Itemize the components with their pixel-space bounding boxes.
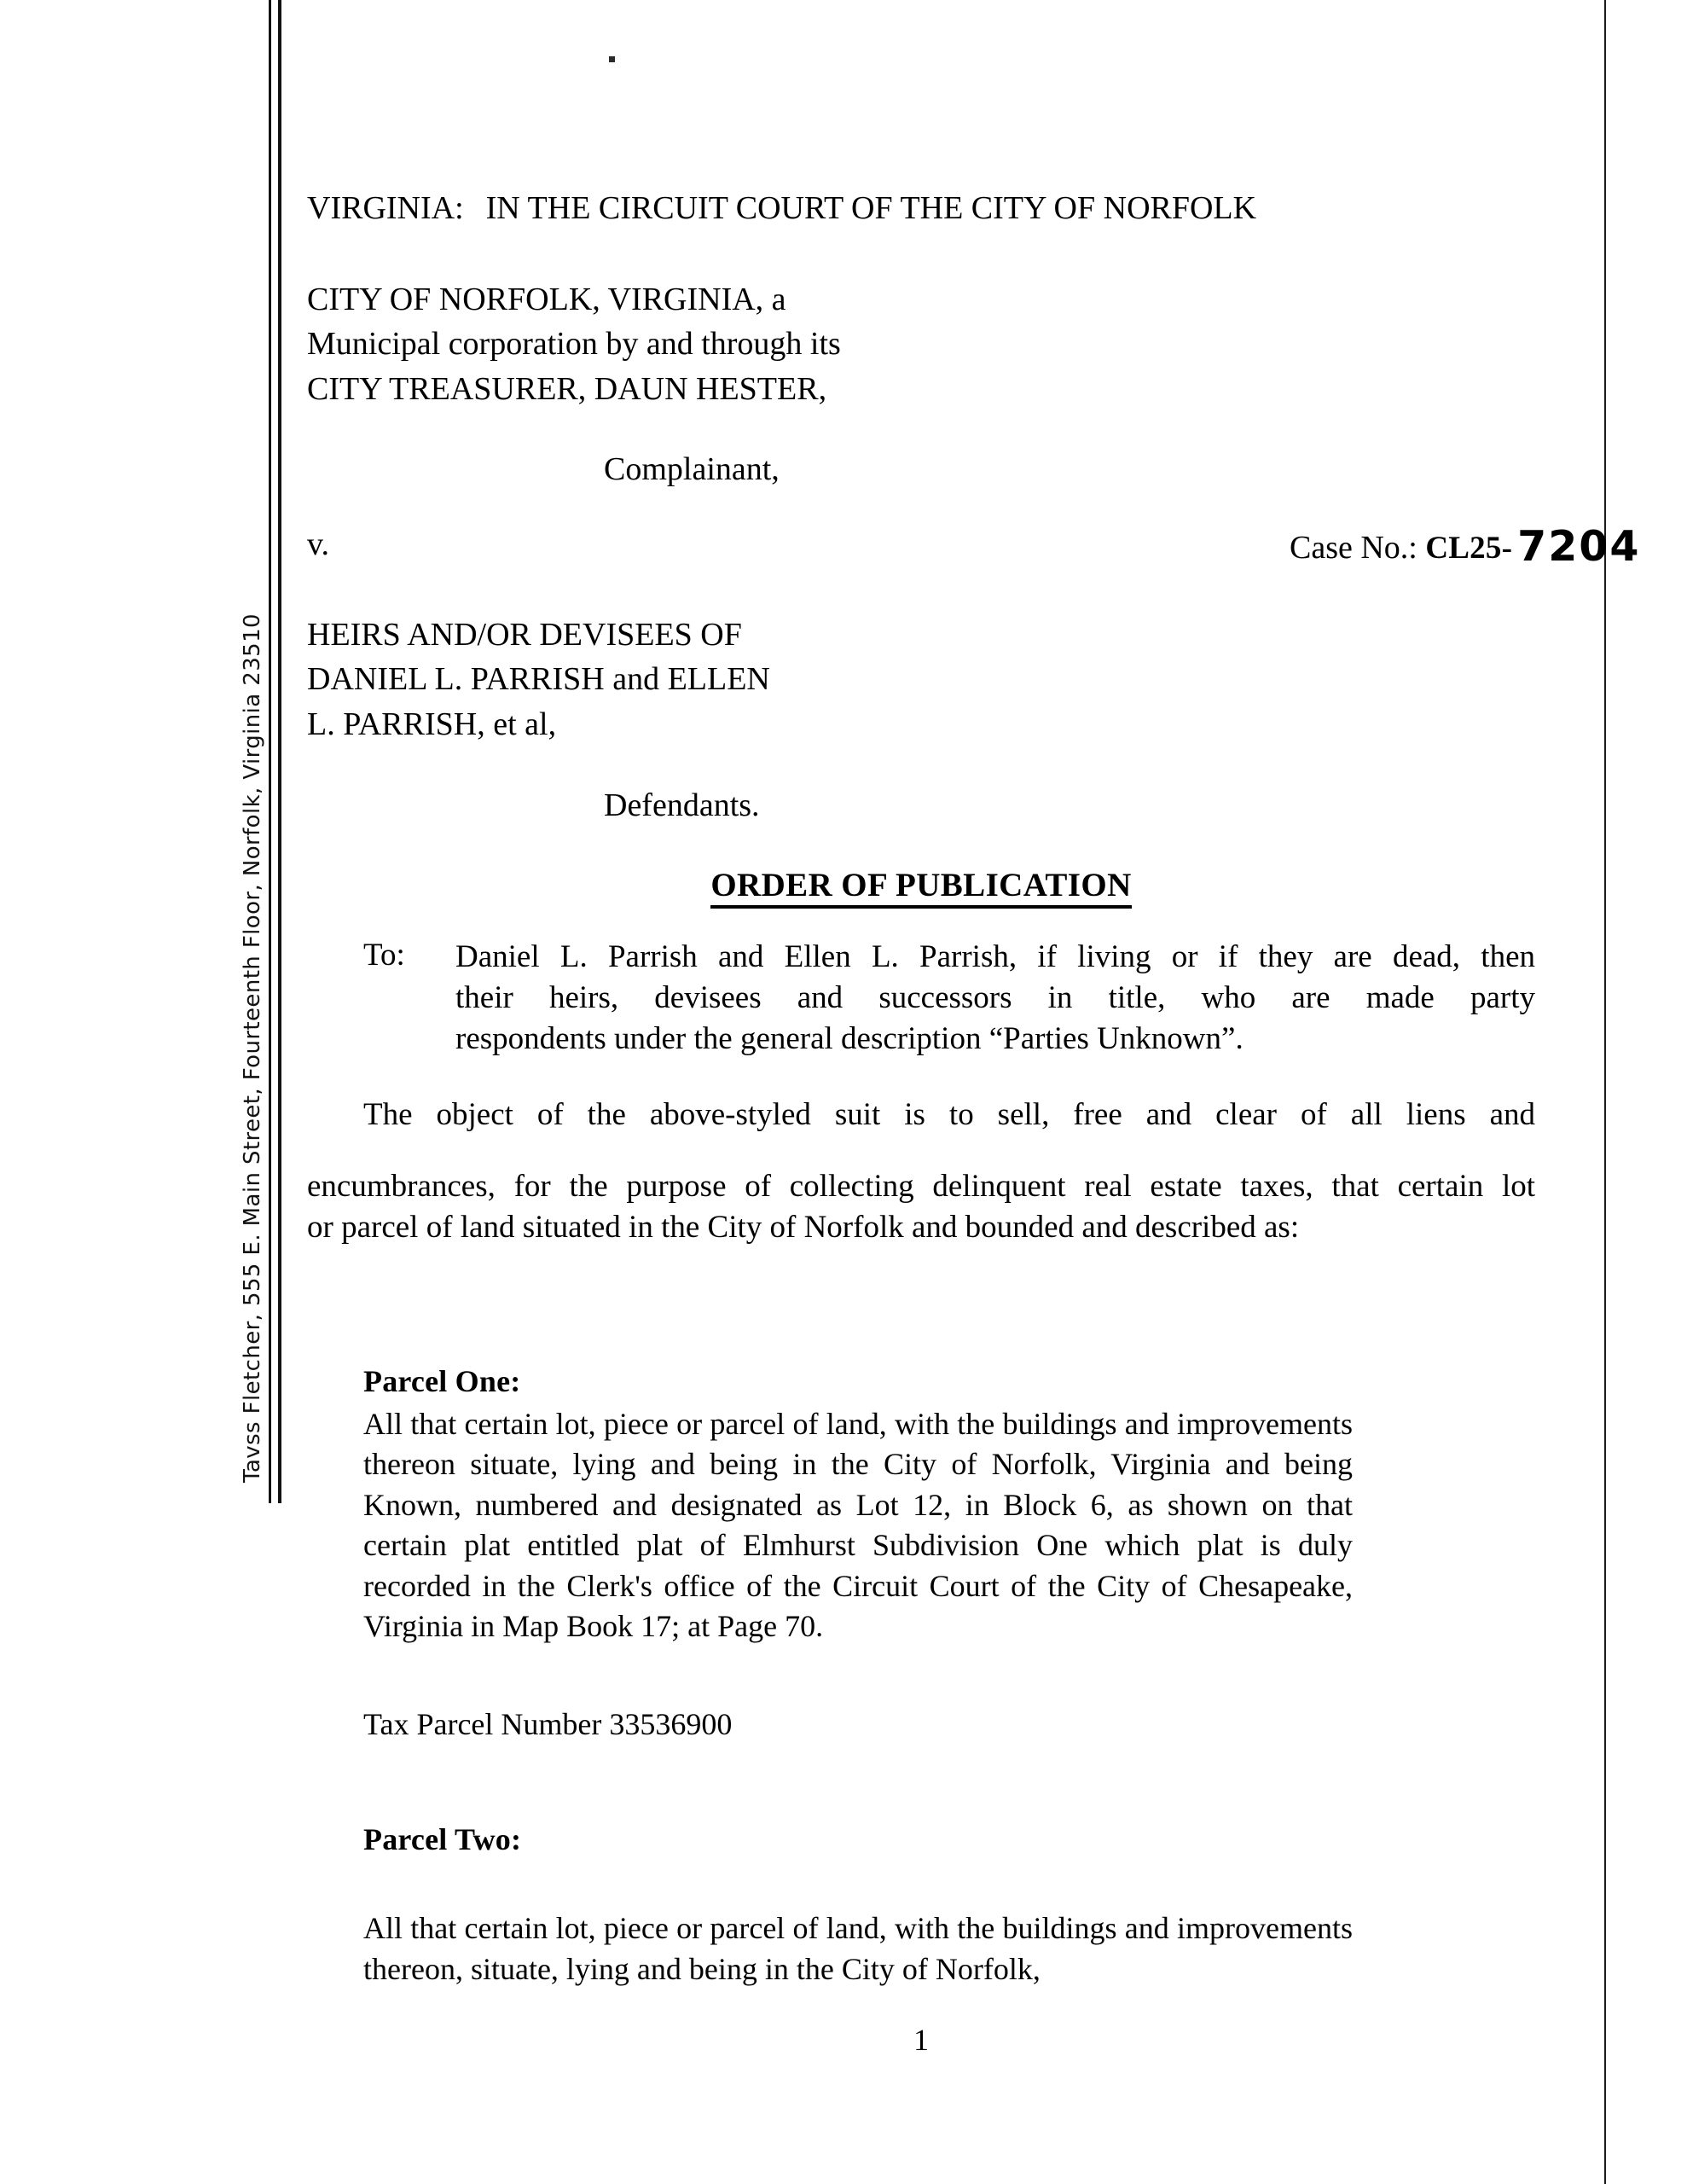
defendant-line: HEIRS AND/OR DEVISEES OF bbox=[307, 617, 742, 653]
parcel-two-heading: Parcel Two: bbox=[363, 1822, 522, 1856]
defendant-line: DANIEL L. PARRISH and ELLEN bbox=[307, 661, 770, 698]
page-title bbox=[307, 866, 1535, 904]
page-number: 1 bbox=[913, 2023, 929, 2057]
parcel-two-block bbox=[363, 1820, 1353, 1861]
firm-address-vertical: Tavss Fletcher, 555 E. Main Street, Fourteenth Floor, Norfolk, Virginia 23510 bbox=[240, 613, 265, 1483]
plaintiff-caption bbox=[307, 277, 841, 411]
to-line: respondents under the general description “Parties Unknown”. bbox=[455, 1021, 1244, 1057]
parcel-one-heading: Parcel One: bbox=[363, 1364, 521, 1398]
left-margin-rule-outer bbox=[269, 0, 271, 1503]
parcel-two-body: All that certain lot, piece or parcel of land, with the buildings and improvements thereon, situate, lying and being in the City of Norfolk, bbox=[363, 1911, 1353, 1986]
complainant-label: Complainant, bbox=[604, 451, 780, 487]
case-number-label: Case No.: bbox=[1290, 530, 1417, 566]
defendants-label: Defendants. bbox=[604, 787, 760, 823]
defendant-line: L. PARRISH, et al, bbox=[307, 706, 557, 742]
case-number bbox=[1290, 522, 1641, 571]
plaintiff-line: Municipal corporation by and through its bbox=[307, 326, 841, 363]
jurisdiction-label: VIRGINIA: bbox=[307, 190, 464, 226]
case-number-handwritten-value: 7204 bbox=[1517, 522, 1641, 571]
parcel-one-tax-number: Tax Parcel Number 33536900 bbox=[363, 1707, 733, 1741]
plaintiff-line: CITY TREASURER, DAUN HESTER, bbox=[307, 370, 827, 407]
court-name: IN THE CIRCUIT COURT OF THE CITY OF NORFOLK bbox=[485, 190, 1257, 226]
to-text bbox=[455, 937, 1535, 1060]
object-line: or parcel of land situated in the City of Norfolk and bounded and described as: bbox=[307, 1210, 1300, 1246]
object-line: encumbrances, for the purpose of collecting delinquent real estate taxes, that certain lot bbox=[307, 1169, 1535, 1205]
to-label: To: bbox=[363, 938, 405, 973]
to-line: Daniel L. Parrish and Ellen L. Parrish, if living or if they are dead, then bbox=[455, 939, 1535, 974]
page-title-text: ORDER OF PUBLICATION bbox=[710, 867, 1131, 909]
to-block bbox=[363, 937, 1535, 1060]
plaintiff-line: CITY OF NORFOLK, VIRGINIA, a bbox=[307, 282, 786, 317]
parcel-one-body: All that certain lot, piece or parcel of land, with the buildings and improvements thereon situate, lying and being in the City of Norfolk, Virginia and being Known, numbered and designated as Lot 12, in Block 6, as shown on that certain plat entitled plat of Elmhurst Subdivision One which plat is duly recorded in the Clerk's office of the Circuit Court of the City of Chesapeake, Virginia in Map Book 17; at Page 70. bbox=[363, 1406, 1353, 1644]
parcel-one-block bbox=[363, 1362, 1353, 1647]
court-caption-line bbox=[307, 189, 1256, 227]
scan-artifact-speck bbox=[609, 56, 615, 62]
right-margin-rule bbox=[1604, 0, 1606, 2184]
to-line: their heirs, devisees and successors in title, who are made party bbox=[455, 980, 1535, 1016]
defendant-caption bbox=[307, 613, 770, 746]
object-line: The object of the above-styled suit is to sell, free and clear of all liens and bbox=[363, 1097, 1535, 1132]
left-margin-rule-inner bbox=[278, 0, 281, 1503]
case-number-prefix: CL25- bbox=[1425, 531, 1513, 566]
object-paragraph bbox=[307, 1095, 1535, 1248]
versus-label: v. bbox=[307, 526, 330, 562]
